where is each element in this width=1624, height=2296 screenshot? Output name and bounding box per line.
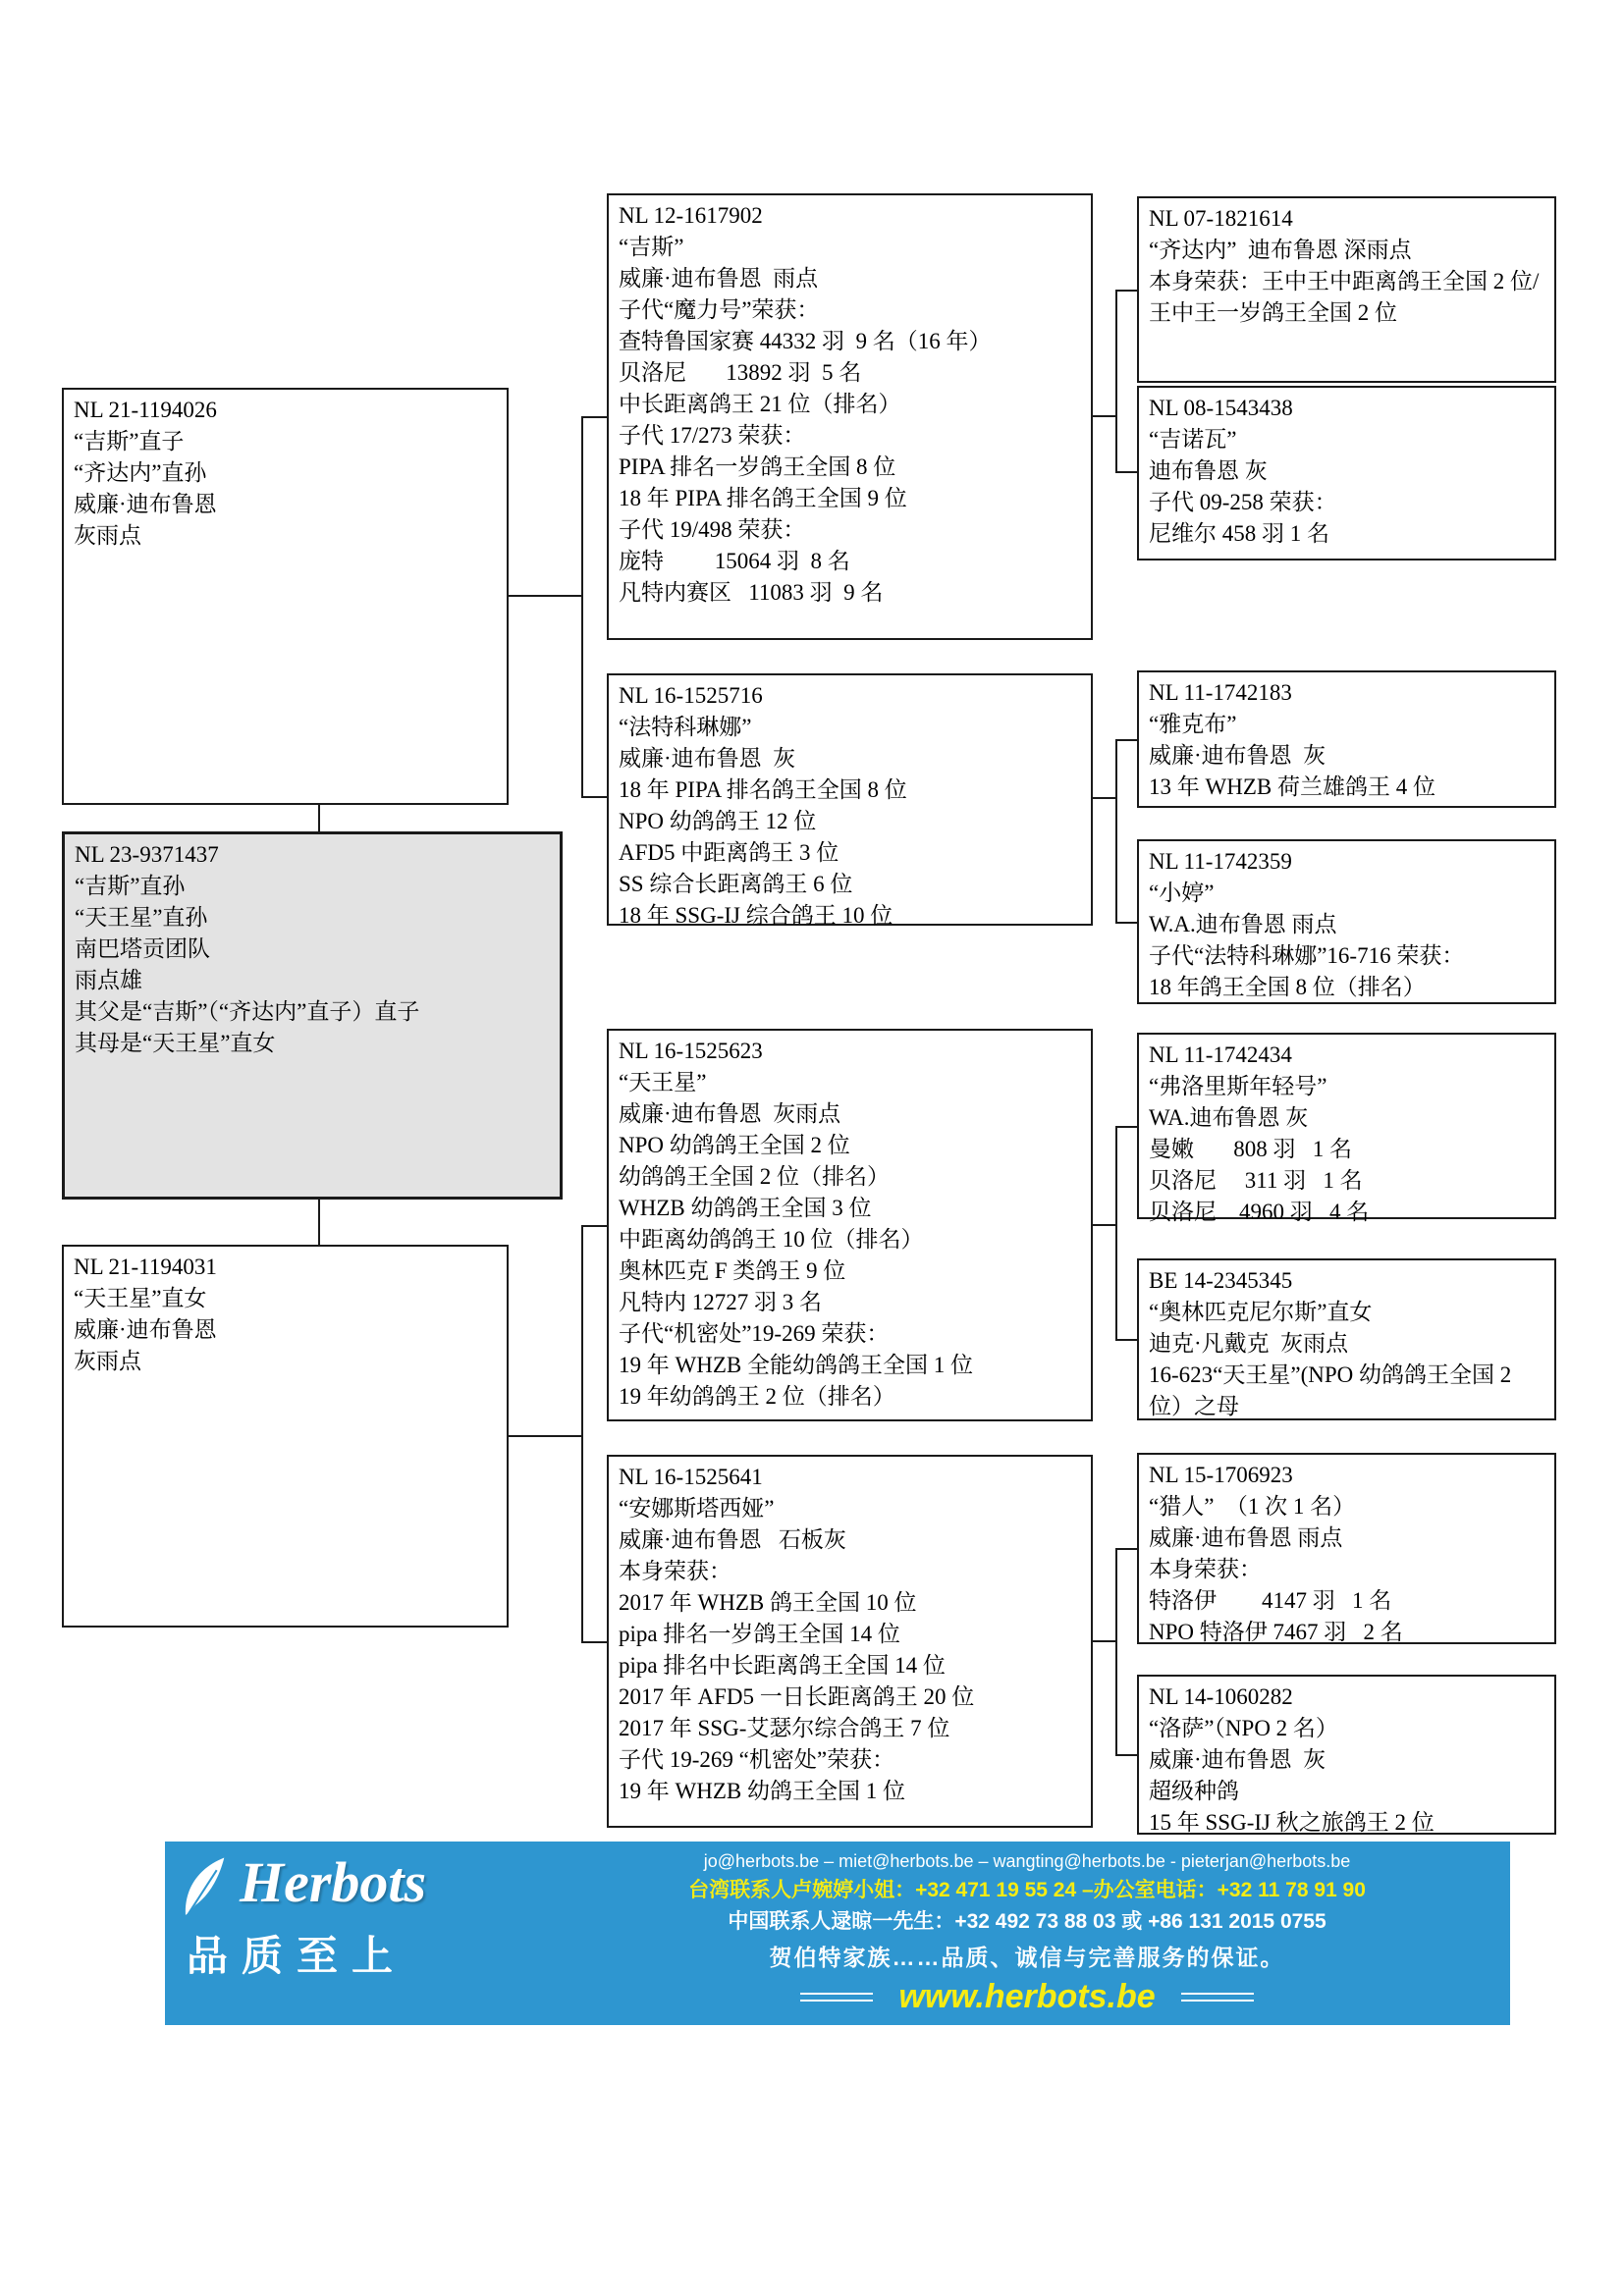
connector-line <box>1115 1548 1137 1550</box>
pedigree-line: pipa 排名一岁鸽王全国 14 位 <box>619 1622 900 1646</box>
pedigree-line: 南巴塔贡团队 <box>75 936 210 961</box>
pedigree-line: 威廉·迪布鲁恩 雨点 <box>619 266 819 291</box>
ring-number: NL 07-1821614 <box>1149 206 1293 231</box>
pedigree-line: 2017 年 WHZB 鸽王全国 10 位 <box>619 1590 917 1615</box>
pedigree-lines <box>75 871 550 1059</box>
connector-line <box>1093 1640 1115 1642</box>
pedigree-line: 16-623“天王星”(NPO 幼鸽鸽王全国 2 位）之母 <box>1149 1362 1517 1418</box>
pedigree-line: PIPA 排名一岁鸽王全国 8 位 <box>619 454 896 479</box>
china-contact-line: 中国联系人逯晾一先生：+32 492 73 88 03 或 +86 131 2015 0755 <box>728 1910 1326 1933</box>
pedigree-line: 本身荣获： <box>619 1559 731 1583</box>
pedigree-box-ggp-2 <box>1137 386 1556 561</box>
pedigree-line: 威廉·迪布鲁恩 <box>74 492 217 516</box>
pedigree-line: 子代“机密处”19-269 荣获： <box>619 1321 890 1346</box>
pedigree-line: 中距离幼鸽鸽王 10 位（排名） <box>619 1227 924 1252</box>
connector-line <box>509 1435 581 1437</box>
pedigree-lines <box>74 426 497 552</box>
connector-line <box>1093 415 1115 417</box>
contact-block <box>550 1847 1504 2014</box>
pedigree-box-mother <box>62 1245 509 1628</box>
herbots-banner <box>165 1842 1510 2025</box>
connector-line <box>581 1225 607 1227</box>
connector-line <box>1115 1339 1137 1341</box>
pedigree-line: WA.迪布鲁恩 灰 <box>1149 1105 1309 1130</box>
pedigree-line: 特洛伊 4147 羽 1 名 <box>1149 1588 1392 1613</box>
pedigree-lines <box>1149 1713 1544 1839</box>
pedigree-line: 子代“法特科琳娜”16-716 荣获： <box>1149 943 1465 968</box>
pedigree-line: “齐达内”直孙 <box>74 460 207 485</box>
contact-emails[interactable]: jo@herbots.be – miet@herbots.be – wangting@herbots.be - pieterjan@herbots.be <box>703 1851 1351 1871</box>
ring-number: NL 16-1525716 <box>619 683 763 708</box>
pedigree-line: “安娜斯塔西娅” <box>619 1496 775 1521</box>
pedigree-lines <box>619 1067 1081 1413</box>
pedigree-lines <box>1149 709 1544 803</box>
pedigree-box-ggp-8 <box>1137 1675 1556 1835</box>
pedigree-box-grandmother-1 <box>607 673 1093 926</box>
pedigree-line: 2017 年 AFD5 一日长距离鸽王 20 位 <box>619 1684 975 1709</box>
pedigree-line: “天王星” <box>619 1070 707 1095</box>
connector-line <box>1115 290 1137 292</box>
website-row <box>800 1979 1253 2014</box>
pedigree-line: 威廉·迪布鲁恩 灰雨点 <box>619 1101 841 1126</box>
pedigree-line: 2017 年 SSG-艾瑟尔综合鸽王 7 位 <box>619 1716 950 1740</box>
pedigree-line: 威廉·迪布鲁恩 灰 <box>1149 1747 1326 1772</box>
pedigree-box-ggp-6 <box>1137 1258 1556 1420</box>
pedigree-box-ggp-5 <box>1137 1033 1556 1224</box>
pedigree-line: 本身荣获： <box>1149 1557 1262 1581</box>
logo-wordmark: Herbots <box>240 1850 427 1914</box>
pedigree-line: 贝洛尼 13892 羽 5 名 <box>619 360 862 385</box>
ring-number: BE 14-2345345 <box>1149 1268 1293 1293</box>
connector-line <box>581 416 607 418</box>
pedigree-lines <box>1149 1071 1544 1228</box>
pedigree-lines <box>74 1283 497 1377</box>
pedigree-line: 子代 19/498 荣获： <box>619 517 806 542</box>
connector-line <box>581 416 583 798</box>
pedigree-box-ggp-4 <box>1137 839 1556 1004</box>
pedigree-line: “小婷” <box>1149 881 1215 905</box>
pedigree-line: 威廉·迪布鲁恩 雨点 <box>1149 1525 1343 1550</box>
pedigree-line: 雨点雄 <box>75 968 142 992</box>
pedigree-line: 其父是“吉斯”（“齐达内”直子）直子 <box>75 999 420 1024</box>
connector-line <box>581 1225 583 1643</box>
pedigree-line: 子代“魔力号”荣获： <box>619 297 820 322</box>
pedigree-line: “法特科琳娜” <box>619 715 752 739</box>
pedigree-lines <box>1149 235 1544 329</box>
pedigree-line: 18 年 PIPA 排名鸽王全国 9 位 <box>619 486 907 510</box>
pedigree-line: 灰雨点 <box>74 1349 141 1373</box>
pedigree-line: 子代 09-258 荣获： <box>1149 490 1337 514</box>
connector-line <box>1115 1754 1137 1756</box>
pedigree-line: “弗洛里斯年轻号” <box>1149 1074 1327 1098</box>
pedigree-box-ggp-3 <box>1137 670 1556 808</box>
pedigree-line: 18 年鸽王全国 8 位（排名） <box>1149 975 1426 999</box>
pedigree-line: 威廉·迪布鲁恩 灰 <box>1149 743 1326 768</box>
pedigree-line: 18 年 SSG-IJ 综合鸽王 10 位 <box>619 903 893 928</box>
pedigree-box-ggp-1 <box>1137 196 1556 383</box>
pedigree-line: 迪克·凡戴克 灰雨点 <box>1149 1331 1349 1356</box>
pedigree-line: 威廉·迪布鲁恩 灰 <box>619 746 796 771</box>
ring-number: NL 08-1543438 <box>1149 396 1293 420</box>
pedigree-line: 凡特内 12727 羽 3 名 <box>619 1290 822 1314</box>
ring-number: NL 11-1742359 <box>1149 849 1292 874</box>
pedigree-line: 19 年 WHZB 幼鸽王全国 1 位 <box>619 1779 905 1803</box>
connector-line <box>1115 1126 1137 1128</box>
connector-line <box>581 1641 607 1643</box>
pedigree-line: 庞特 15064 羽 8 名 <box>619 549 850 573</box>
pedigree-line: NPO 幼鸽鸽王全国 2 位 <box>619 1133 850 1157</box>
pedigree-line: 18 年 PIPA 排名鸽王全国 8 位 <box>619 777 907 802</box>
pedigree-line: 19 年幼鸽鸽王 2 位（排名） <box>619 1384 895 1409</box>
double-rule-left <box>800 1993 873 2002</box>
pedigree-line: 凡特内赛区 11083 羽 9 名 <box>619 580 884 605</box>
ring-number: NL 14-1060282 <box>1149 1684 1293 1709</box>
pedigree-line: 本身荣获：王中王中距离鸽王全国 2 位/王中王一岁鸽王全国 2 位 <box>1149 269 1540 325</box>
pedigree-line: pipa 排名中长距离鸽王全国 14 位 <box>619 1653 946 1678</box>
pedigree-lines <box>1149 424 1544 550</box>
pedigree-line: AFD5 中距离鸽王 3 位 <box>619 840 839 865</box>
pedigree-line: NPO 特洛伊 7467 羽 2 名 <box>1149 1620 1403 1644</box>
pedigree-line: WHZB 幼鸽鸽王全国 3 位 <box>619 1196 872 1220</box>
pedigree-line: 贝洛尼 311 羽 1 名 <box>1149 1168 1363 1193</box>
pedigree-box-subject <box>62 831 563 1200</box>
connector-line <box>318 805 320 831</box>
pedigree-line: 15 年 SSG-IJ 秋之旅鸽王 2 位 <box>1149 1810 1435 1835</box>
pedigree-line: 贝洛尼 4960 羽 4 名 <box>1149 1200 1370 1224</box>
pedigree-line: 威廉·迪布鲁恩 石板灰 <box>619 1527 846 1552</box>
pedigree-line: “齐达内” 迪布鲁恩 深雨点 <box>1149 238 1412 262</box>
pedigree-line: 迪布鲁恩 灰 <box>1149 458 1268 483</box>
connector-line <box>509 595 581 597</box>
logo-subtitle: 品质至上 <box>187 1933 407 1979</box>
connector-line <box>1115 739 1117 924</box>
connector-line <box>1093 1224 1115 1226</box>
connector-line <box>1093 797 1115 799</box>
pedigree-lines <box>1149 1297 1544 1422</box>
pedigree-box-grandfather-2 <box>607 1029 1093 1421</box>
pedigree-line: 子代 17/273 荣获： <box>619 423 806 448</box>
pedigree-box-grandfather-1 <box>607 193 1093 640</box>
pedigree-line: 其母是“天王星”直女 <box>75 1031 276 1055</box>
connector-line <box>1115 1126 1117 1341</box>
connector-line <box>1115 1548 1117 1756</box>
pedigree-line: “天王星”直孙 <box>75 905 208 930</box>
ring-number: NL 11-1742434 <box>1149 1042 1292 1067</box>
ring-number: NL 21-1194031 <box>74 1255 217 1279</box>
pedigree-line: 子代 19-269 “机密处”荣获： <box>619 1747 895 1772</box>
pedigree-box-father <box>62 388 509 805</box>
pedigree-line: “奥林匹克尼尔斯”直女 <box>1149 1300 1373 1324</box>
pedigree-lines <box>619 712 1081 932</box>
pedigree-line: 威廉·迪布鲁恩 <box>74 1317 217 1342</box>
ring-number: NL 23-9371437 <box>75 842 219 867</box>
connector-line <box>1115 471 1137 473</box>
pedigree-line: 19 年 WHZB 全能幼鸽鸽王全国 1 位 <box>619 1353 973 1377</box>
herbots-logo <box>187 1851 540 1983</box>
pedigree-box-ggp-7 <box>1137 1453 1556 1644</box>
ring-number: NL 16-1525641 <box>619 1465 763 1489</box>
pedigree-line: 中长距离鸽王 21 位（排名） <box>619 392 901 416</box>
connector-line <box>1115 739 1137 741</box>
pedigree-line: “猎人” （1 次 1 名） <box>1149 1494 1356 1519</box>
pedigree-lines <box>1149 878 1544 1003</box>
connector-line <box>318 1200 320 1245</box>
pedigree-line: 尼维尔 458 羽 1 名 <box>1149 521 1329 546</box>
pedigree-line: SS 综合长距离鸽王 6 位 <box>619 872 853 896</box>
ring-number: NL 21-1194026 <box>74 398 217 422</box>
pedigree-line: “洛萨”（NPO 2 名） <box>1149 1716 1338 1740</box>
pedigree-line: 超级种鸽 <box>1149 1779 1239 1803</box>
ring-number: NL 16-1525623 <box>619 1039 763 1063</box>
pedigree-line: “天王星”直女 <box>74 1286 207 1310</box>
connector-line <box>581 796 607 798</box>
family-slogan: 贺伯特家族……品质、诚信与完善服务的保证。 <box>769 1945 1285 1970</box>
connector-line <box>1115 922 1137 924</box>
ring-number: NL 11-1742183 <box>1149 680 1292 705</box>
double-rule-right <box>1181 1993 1254 2002</box>
pedigree-line: “吉斯”直孙 <box>75 874 186 898</box>
pedigree-box-grandmother-2 <box>607 1455 1093 1828</box>
pedigree-line: W.A.迪布鲁恩 雨点 <box>1149 912 1337 936</box>
pedigree-line: 曼嫩 808 羽 1 名 <box>1149 1137 1352 1161</box>
connector-line <box>1115 290 1117 473</box>
taiwan-contact-line: 台湾联系人卢婉婷小姐：+32 471 19 55 24 –办公室电话：+32 11 78 91 90 <box>688 1879 1366 1901</box>
website-link[interactable]: www.herbots.be <box>898 1978 1156 2015</box>
ring-number: NL 12-1617902 <box>619 203 763 228</box>
pedigree-line: “吉诺瓦” <box>1149 427 1237 452</box>
pedigree-lines <box>619 1493 1081 1807</box>
pedigree-line: 幼鸽鸽王全国 2 位（排名） <box>619 1164 890 1189</box>
pedigree-lines <box>619 232 1081 609</box>
pedigree-line: “吉斯”直子 <box>74 429 185 454</box>
pedigree-line: 奥林匹克 F 类鸽王 9 位 <box>619 1258 846 1283</box>
pedigree-line: 13 年 WHZB 荷兰雄鸽王 4 位 <box>1149 774 1435 799</box>
pedigree-line: “雅克布” <box>1149 712 1237 736</box>
ring-number: NL 15-1706923 <box>1149 1463 1293 1487</box>
pedigree-line: “吉斯” <box>619 235 684 259</box>
pedigree-line: NPO 幼鸽鸽王 12 位 <box>619 809 817 833</box>
pedigree-lines <box>1149 1491 1544 1648</box>
feather-icon <box>179 1855 230 1925</box>
pedigree-line: 灰雨点 <box>74 523 141 548</box>
pedigree-line: 查特鲁国家赛 44332 羽 9 名（16 年） <box>619 329 992 353</box>
